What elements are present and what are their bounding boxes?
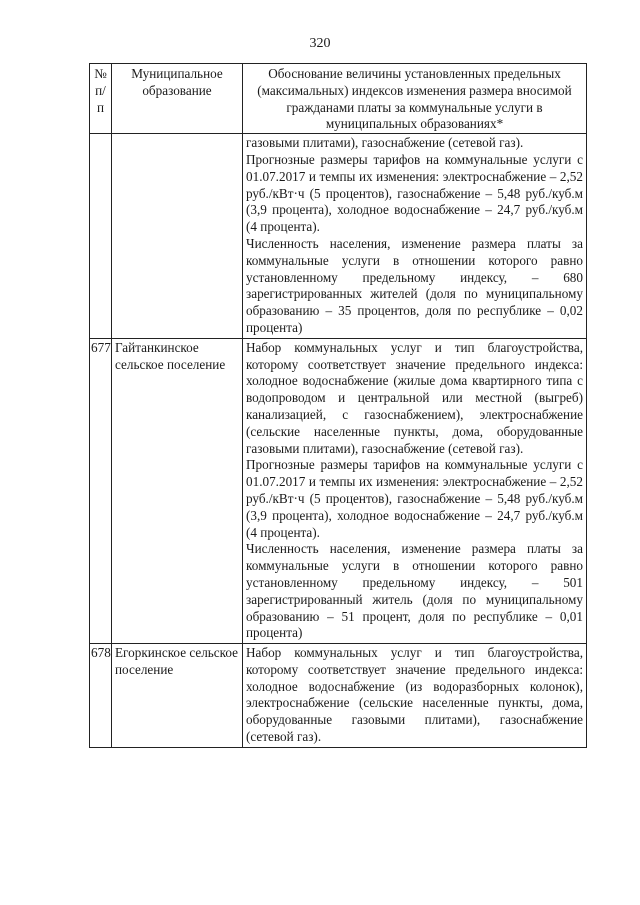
row-justification <box>243 644 587 748</box>
justification-paragraph: Численность населения, изменение размера платы за коммунальные услуги в отношении которого равно установленному предельному индексу, – 680 зарегистрированных жителей (доля по муниципальному образованию – 35 процентов, доля по республике – 0,02 процента) <box>246 235 583 335</box>
row-municipality: Гайтанкинское сельское поселение <box>112 338 243 643</box>
page-number: 320 <box>309 36 331 51</box>
table-header-row <box>90 64 587 134</box>
table-row <box>90 134 587 339</box>
table-row <box>90 338 587 643</box>
row-number: 678 <box>90 644 112 748</box>
row-justification <box>243 338 587 643</box>
justification-paragraph: Прогнозные размеры тарифов на коммунальные услуги с 01.07.2017 и темпы их изменения: электроснабжение – 2,52 руб./кВт·ч (5 процентов), газоснабжение – 5,48 руб./куб.м (3,9 процента), холодное водоснабжение – 24,7 руб./куб.м (4 процента). <box>246 457 583 540</box>
justification-paragraph: Численность населения, изменение размера платы за коммунальные услуги в отношении которого равно установленному предельному индексу, – 501 зарегистрированный житель (доля по муниципальному образованию – 51 процент, доля по республике – 0,01 процента) <box>246 541 583 641</box>
justification-paragraph: Прогнозные размеры тарифов на коммунальные услуги с 01.07.2017 и темпы их изменения: электроснабжение – 2,52 руб./кВт·ч (5 процентов), газоснабжение – 5,48 руб./куб.м (3,9 процента), холодное водоснабжение – 24,7 руб./куб.м (4 процента). <box>246 151 583 235</box>
justification-paragraph: Набор коммунальных услуг и тип благоустройства, которому соответствует значение предельного индекса: холодное водоснабжение (из водоразборных колонок), электроснабжение (сельские населенные пункты, дома, оборудованные газовыми плитами), газоснабжение (сетевой газ). <box>246 645 583 745</box>
justification-paragraph: Набор коммунальных услуг и тип благоустройства, которому соответствует значение предельного индекса: холодное водоснабжение (жилые дома квартирного типа с водопроводом и центральной или местной (выгреб) канализацией, с газоснабжением), электроснабжение (сельские населенные пункты, дома, оборудованные газовыми плитами), газоснабжение (сетевой газ). <box>246 339 583 456</box>
justification-paragraph: газовыми плитами), газоснабжение (сетевой газ). <box>246 135 524 151</box>
row-justification <box>243 134 587 339</box>
table-row <box>90 644 587 748</box>
header-municipality: Муниципальное образование <box>112 64 243 134</box>
row-municipality: Егоркинское сельское поселение <box>112 644 243 748</box>
row-number <box>90 134 112 339</box>
row-number: 677 <box>90 338 112 643</box>
header-justification: Обоснование величины установленных предельных (максимальных) индексов изменения размера вносимой гражданами платы за коммунальные услуги в муниципальных образованиях* <box>243 64 587 134</box>
row-municipality <box>112 134 243 339</box>
municipal-index-table <box>89 63 587 748</box>
header-num: № п/п <box>90 64 112 134</box>
